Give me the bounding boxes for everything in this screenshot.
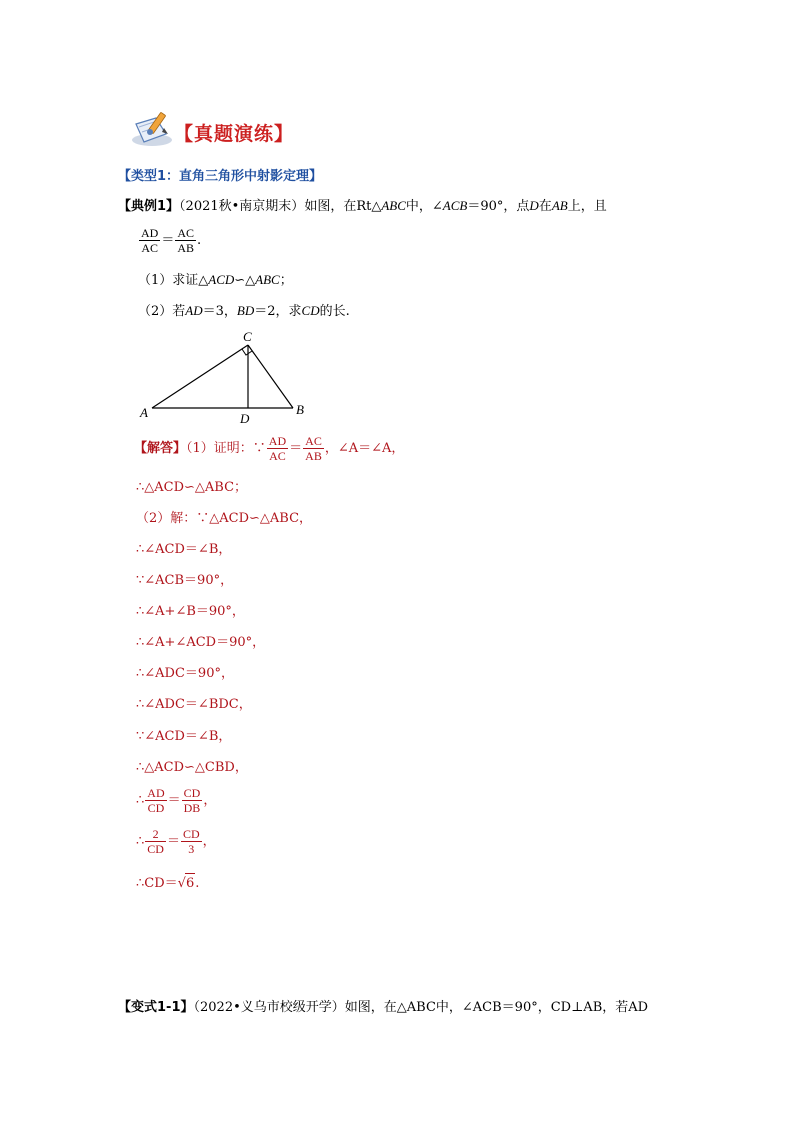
example-text: 中，∠ [405, 199, 443, 214]
solution-line-14: ∴CD＝√6. [136, 873, 199, 894]
var-ab: AB [551, 198, 568, 213]
example-statement [118, 196, 607, 217]
solution-line-9: ∴∠ADC＝∠BDC， [136, 697, 252, 712]
example-label: 【典例1】 [118, 199, 180, 214]
triangle-figure [130, 328, 320, 426]
fraction: $\frac{AD}{AC}$ [141, 226, 159, 255]
question-2: （2）若AD＝3，BD＝2，求CD的长. [138, 303, 350, 319]
solution-line-4: ∴∠ACD＝∠B， [136, 542, 232, 557]
example-text: 如图，在Rt△ [304, 199, 382, 214]
label-c: C [243, 329, 252, 344]
variant-statement: 【变式1-1】（2022•义乌市校级开学）如图，在△ABC中，∠ACB＝90°，CD⊥AB，若AD [118, 1000, 649, 1015]
solution-line-8: ∴∠ADC＝90°， [136, 666, 234, 681]
var-d: D [529, 198, 539, 213]
example-condition: $\frac{AD}{AC}$ ＝ $\frac{AC}{AB}$ . [141, 226, 202, 255]
solution-line-3: （2）解：∵△ACD∽△ABC， [136, 511, 313, 526]
example-source: （2021秋•南京期末） [179, 199, 305, 214]
side-bc [248, 345, 293, 408]
page-title: 【真题演练】 [174, 123, 295, 145]
label-a: A [140, 405, 148, 420]
example-text: 在 [538, 199, 552, 214]
solution-line-7: ∴∠A+∠ACD＝90°， [136, 635, 266, 650]
solution-line-10: ∵∠ACD＝∠B， [136, 729, 232, 744]
solution-line-11: ∴△ACD∽△CBD， [136, 760, 248, 775]
var-abc: ABC [381, 198, 406, 213]
solution-line-13: ∴ $\frac{2}{CD}$ ＝ $\frac{CD}{3}$ ， [136, 827, 216, 856]
side-ac [152, 345, 248, 408]
example-text: 上，且 [567, 199, 607, 214]
solution-line-1: 【解答】（1）证明：∵ $\frac{AD}{AC}$ ＝ $\frac{AC}{AB}$ ，∠A＝∠A， [134, 434, 405, 463]
pencil-paper-icon [130, 110, 176, 148]
var-acb: ACB [442, 198, 468, 213]
solution-line-6: ∴∠A+∠B＝90°， [136, 604, 245, 619]
fraction: $\frac{AC}{AB}$ [177, 226, 195, 255]
solution-label: 【解答】 [134, 441, 187, 456]
label-b: B [296, 402, 304, 417]
label-d: D [240, 411, 250, 426]
variant-label: 【变式1-1】 [118, 1000, 194, 1015]
solution-line-12: ∴ $\frac{AD}{CD}$ ＝ $\frac{CD}{DB}$ ， [136, 786, 217, 815]
solution-line-5: ∵∠ACB＝90°， [136, 573, 234, 588]
example-text: ＝90°，点 [467, 199, 530, 214]
right-angle-mark [242, 349, 252, 355]
solution-line-2: ∴△ACD∽△ABC； [136, 480, 248, 495]
section-title: 【类型1：直角三角形中射影定理】 [118, 169, 323, 184]
header-icon [130, 110, 176, 148]
question-1: （1）求证△ACD∽△ABC； [138, 272, 293, 288]
